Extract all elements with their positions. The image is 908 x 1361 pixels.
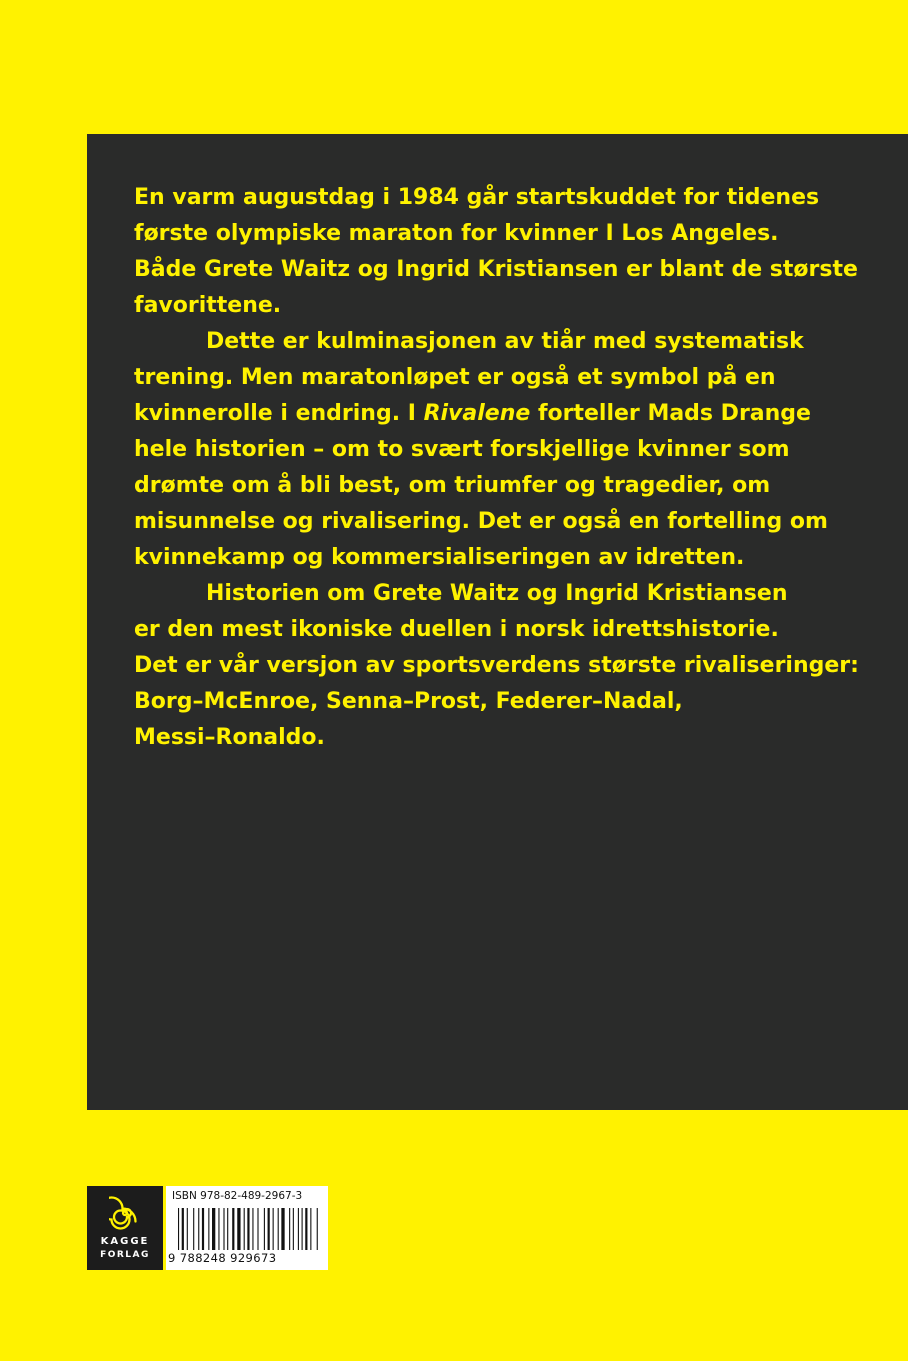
barcode-digits: 9 788248 929673 bbox=[168, 1251, 277, 1265]
isbn-label: ISBN 978-82-489-2967-3 bbox=[172, 1190, 303, 1202]
publisher-name: KAGGE bbox=[100, 1236, 150, 1247]
blurb-line: Det er vår versjon av sportsverdens største rivaliseringer: bbox=[134, 653, 859, 678]
barcode bbox=[166, 1186, 328, 1270]
publisher-subname: FORLAG bbox=[100, 1250, 150, 1260]
blurb-line: første olympiske maraton for kvinner I Los Angeles. bbox=[134, 221, 779, 246]
blurb-line: Historien om Grete Waitz og Ingrid Kristiansen bbox=[206, 581, 788, 606]
blurb-line: Borg–McEnroe, Senna–Prost, Federer–Nadal, bbox=[134, 689, 683, 714]
blurb-text bbox=[134, 180, 894, 756]
blurb-line: misunnelse og rivalisering. Det er også en fortelling om bbox=[134, 509, 828, 534]
blurb-line: Dette er kulminasjonen av tiår med systematisk bbox=[206, 329, 804, 354]
blurb-line: hele historien – om to svært forskjellige kvinner som bbox=[134, 437, 790, 462]
blurb-line: Både Grete Waitz og Ingrid Kristiansen er blant de største bbox=[134, 257, 858, 282]
publisher-logo bbox=[87, 1186, 163, 1270]
blurb-text-segment: forteller Mads Drange bbox=[530, 401, 811, 426]
blurb-line: Messi–Ronaldo. bbox=[134, 725, 325, 750]
blurb-text-segment: kvinnerolle i endring. I bbox=[134, 401, 424, 426]
barcode-bars bbox=[166, 1208, 328, 1252]
blurb-line bbox=[134, 396, 894, 432]
blurb-line: drømte om å bli best, om triumfer og tragedier, om bbox=[134, 473, 771, 498]
blurb-line: En varm augustdag i 1984 går startskuddet for tidenes bbox=[134, 185, 820, 210]
blurb-line: trening. Men maratonløpet er også et symbol på en bbox=[134, 365, 776, 390]
book-title-italic: Rivalene bbox=[423, 401, 531, 426]
blurb-line: favorittene. bbox=[134, 293, 282, 318]
blurb-line: kvinnekamp og kommersialiseringen av idretten. bbox=[134, 545, 745, 570]
blurb-line: er den mest ikoniske duellen i norsk idrettshistorie. bbox=[134, 617, 779, 642]
spiral-logo-icon bbox=[109, 1194, 141, 1232]
